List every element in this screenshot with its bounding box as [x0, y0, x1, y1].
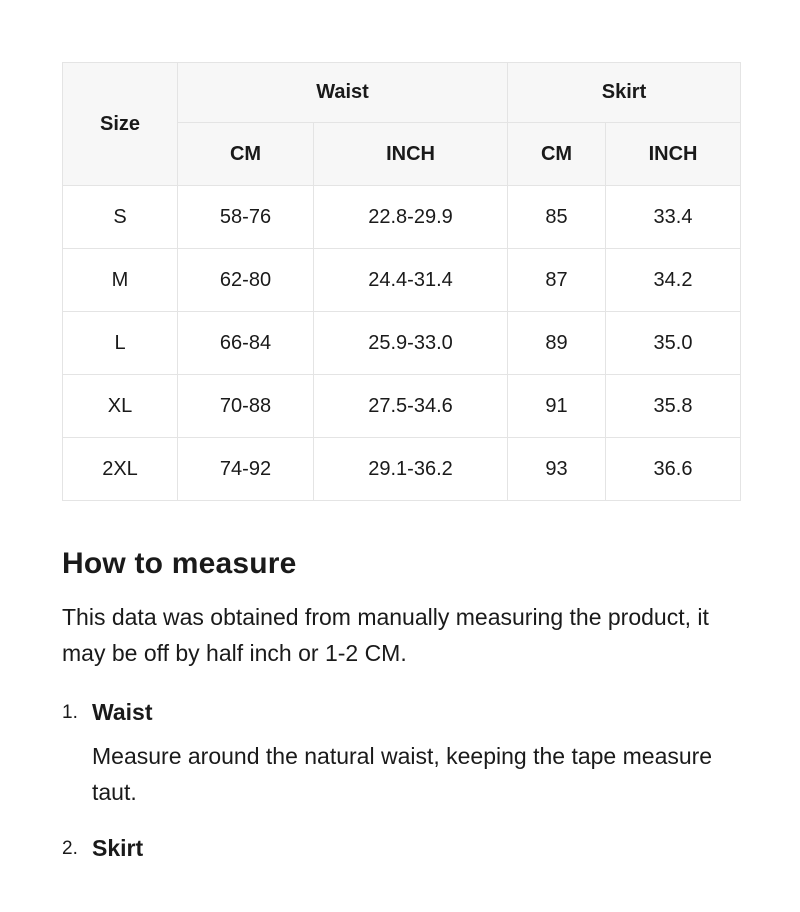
- cell-size: M: [63, 249, 178, 312]
- cell-size: 2XL: [63, 438, 178, 501]
- cell-skirt-inch: 34.2: [606, 249, 741, 312]
- how-to-measure-heading: How to measure: [62, 547, 297, 580]
- cell-size: L: [63, 312, 178, 375]
- cell-skirt-cm: 91: [508, 375, 606, 438]
- table-row-2xl: [63, 438, 741, 501]
- cell-skirt-cm: 93: [508, 438, 606, 501]
- cell-size: XL: [63, 375, 178, 438]
- list-number: 2.: [62, 838, 78, 859]
- table-row-l: [63, 312, 741, 375]
- table-row-s: [63, 186, 741, 249]
- cell-waist-inch: 24.4-31.4: [314, 249, 508, 312]
- column-header-size: Size: [63, 63, 178, 186]
- cell-skirt-cm: 89: [508, 312, 606, 375]
- list-item-waist: [62, 697, 740, 825]
- cell-skirt-inch: 36.6: [606, 438, 741, 501]
- list-item-body: [92, 697, 740, 825]
- list-number: 1.: [62, 702, 78, 723]
- step-title-skirt: Skirt: [92, 835, 144, 861]
- step-title-waist: Waist: [92, 699, 153, 725]
- size-chart-table: [62, 62, 741, 501]
- column-group-skirt: Skirt: [508, 63, 741, 123]
- step-description-waist: Measure around the natural waist, keeping the tape measure taut.: [92, 743, 713, 805]
- column-header-waist-cm: CM: [178, 123, 314, 186]
- cell-size: S: [63, 186, 178, 249]
- column-header-skirt-inch: INCH: [606, 123, 741, 186]
- cell-skirt-inch: 35.8: [606, 375, 741, 438]
- cell-waist-cm: 62-80: [178, 249, 314, 312]
- cell-skirt-inch: 35.0: [606, 312, 741, 375]
- cell-waist-inch: 22.8-29.9: [314, 186, 508, 249]
- cell-waist-inch: 29.1-36.2: [314, 438, 508, 501]
- list-item-skirt: [62, 833, 740, 864]
- how-to-measure-intro: This data was obtained from manually measuring the product, it may be off by half inch or 1-2 CM.: [62, 604, 709, 666]
- measure-steps-list: [62, 697, 740, 864]
- cell-waist-cm: 58-76: [178, 186, 314, 249]
- cell-waist-cm: 74-92: [178, 438, 314, 501]
- cell-waist-inch: 25.9-33.0: [314, 312, 508, 375]
- column-header-waist-inch: INCH: [314, 123, 508, 186]
- cell-skirt-cm: 85: [508, 186, 606, 249]
- cell-waist-cm: 70-88: [178, 375, 314, 438]
- table-row-m: [63, 249, 741, 312]
- list-item-body: [92, 833, 740, 863]
- table-row-xl: [63, 375, 741, 438]
- cell-waist-cm: 66-84: [178, 312, 314, 375]
- cell-waist-inch: 27.5-34.6: [314, 375, 508, 438]
- table-group-header-row: [63, 63, 741, 123]
- cell-skirt-inch: 33.4: [606, 186, 741, 249]
- cell-skirt-cm: 87: [508, 249, 606, 312]
- column-header-skirt-cm: CM: [508, 123, 606, 186]
- column-group-waist: Waist: [178, 63, 508, 123]
